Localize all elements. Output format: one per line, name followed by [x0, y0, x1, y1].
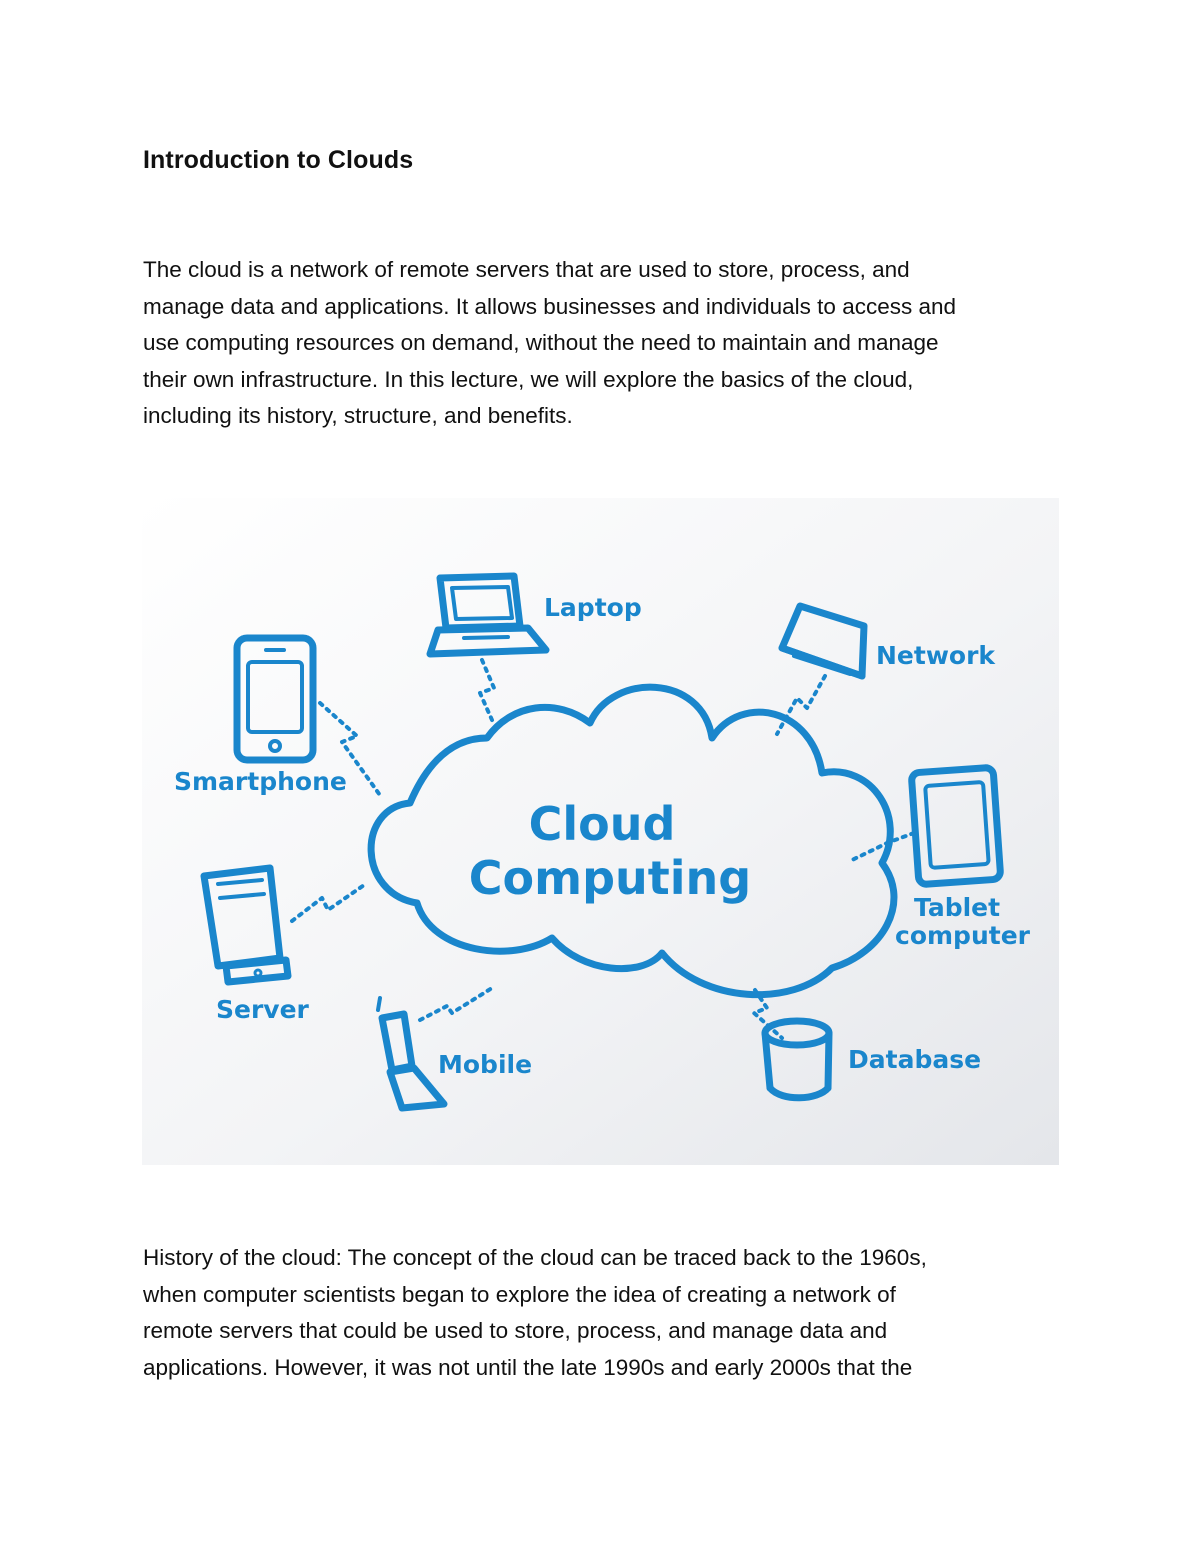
label-network: Network [876, 641, 996, 670]
paragraph-line: applications. However, it was not until the late 1990s and early 2000s that the [143, 1354, 913, 1380]
paragraph-line: use computing resources on demand, without the need to maintain and manage [143, 330, 939, 355]
paragraph-line: The cloud is a network of remote servers that are used to store, process, and [143, 257, 910, 282]
cloud-computing-diagram [142, 498, 1059, 1165]
document-title: Introduction to Clouds [143, 146, 414, 174]
center-title-line1: Cloud [528, 797, 676, 851]
paragraph-line: remote servers that could be used to store, process, and manage data and [143, 1318, 888, 1343]
paragraph-line: when computer scientists began to explore the idea of creating a network of [143, 1281, 896, 1307]
label-smartphone: Smartphone [174, 767, 347, 796]
paragraph-line: History of the cloud: The concept of the cloud can be traced back to the 1960s, [143, 1245, 927, 1270]
history-paragraph [143, 1240, 1063, 1386]
label-laptop: Laptop [544, 593, 642, 622]
paragraph-line: manage data and applications. It allows businesses and individuals to access and [143, 293, 957, 319]
paragraph-line: including its history, structure, and benefits. [143, 403, 573, 428]
label-server: Server [216, 995, 309, 1024]
center-title-line2: Computing [468, 851, 752, 905]
label-tablet-line1: Tablet [914, 893, 1001, 922]
label-mobile: Mobile [438, 1050, 533, 1079]
intro-paragraph [143, 252, 1063, 435]
label-tablet-line2: computer [895, 921, 1030, 950]
paragraph-line: their own infrastructure. In this lecture, we will explore the basics of the cloud, [143, 366, 914, 392]
label-database: Database [848, 1045, 982, 1074]
